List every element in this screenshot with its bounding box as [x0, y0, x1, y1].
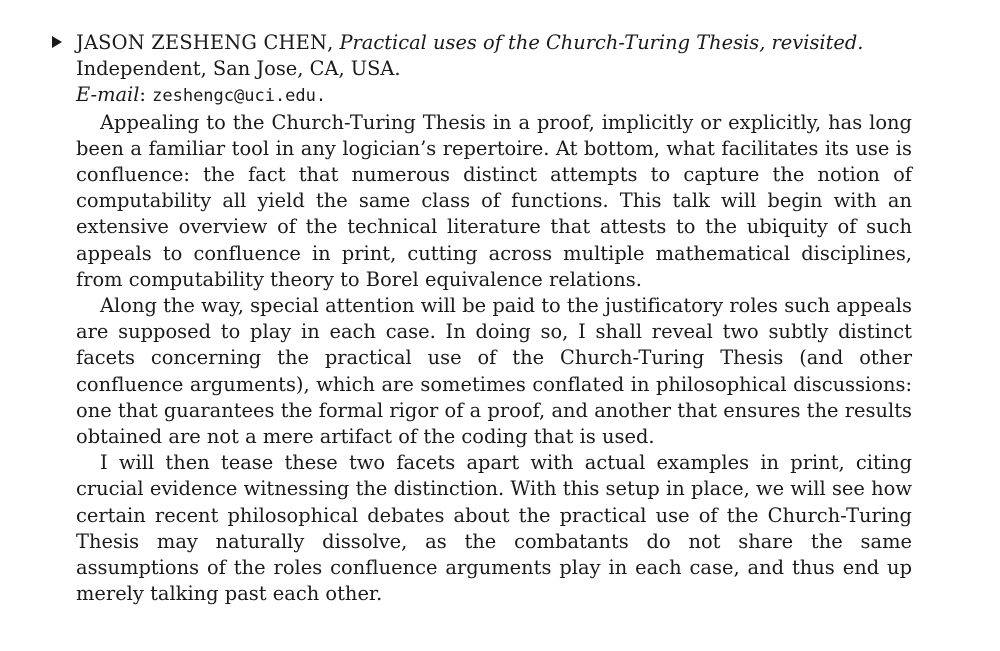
abstract-bullet-marker-icon — [52, 36, 62, 48]
email-address: zeshengc@uci.edu. — [152, 86, 327, 107]
email-line — [76, 82, 912, 109]
abstract-body — [76, 110, 912, 608]
abstract-title: Practical uses of the Church-Turing Thesis, revisited. — [339, 31, 864, 54]
paragraph-3: I will then tease these two facets apart with actual examples in print, citing crucial evidence witnessing the distinction. With this setup in place, we will see how certain recent philosophical debates about the practical use of the Church-Turing Thesis may naturally dissolve, as the combatants do not share the same assumptions of the roles confluence arguments play in each case, and thus end up merely talking past each other. — [76, 451, 912, 606]
affiliation: Independent, San Jose, CA, USA. — [76, 57, 401, 81]
author-title-separator: , — [327, 31, 340, 54]
paragraph-1: Appealing to the Church-Turing Thesis in a proof, implicitly or explicitly, has long been a familiar tool in any logician’s repertoire. At bottom, what facilitates its use is confluence: the fact that numerous distinct attempts to capture the notion of computability all yield the same class of functions. This talk will begin with an extensive overview of the technical literature that attests to the ubiquity of such appeals to confluence in print, cutting across multiple mathematical disciplines, from computability theory to Borel equivalence relations. — [76, 110, 912, 291]
author-title-line — [76, 30, 912, 56]
paragraph-2: Along the way, special attention will be paid to the justificatory roles such appeals are supposed to play in each case. In doing so, I shall reveal two subtly distinct facets concerning the practical use of the Church-Turing Thesis (and other confluence arguments), which are sometimes conflated in philosophical discussions: one that guarantees the formal rigor of a proof, and another that ensures the results obtained are not a mere artifact of the coding that is used. — [76, 294, 912, 449]
author-name: JASON ZESHENG CHEN — [76, 31, 328, 54]
email-label: E-mail — [76, 83, 140, 107]
email-separator: : — [139, 83, 153, 107]
abstract-block — [76, 30, 912, 607]
